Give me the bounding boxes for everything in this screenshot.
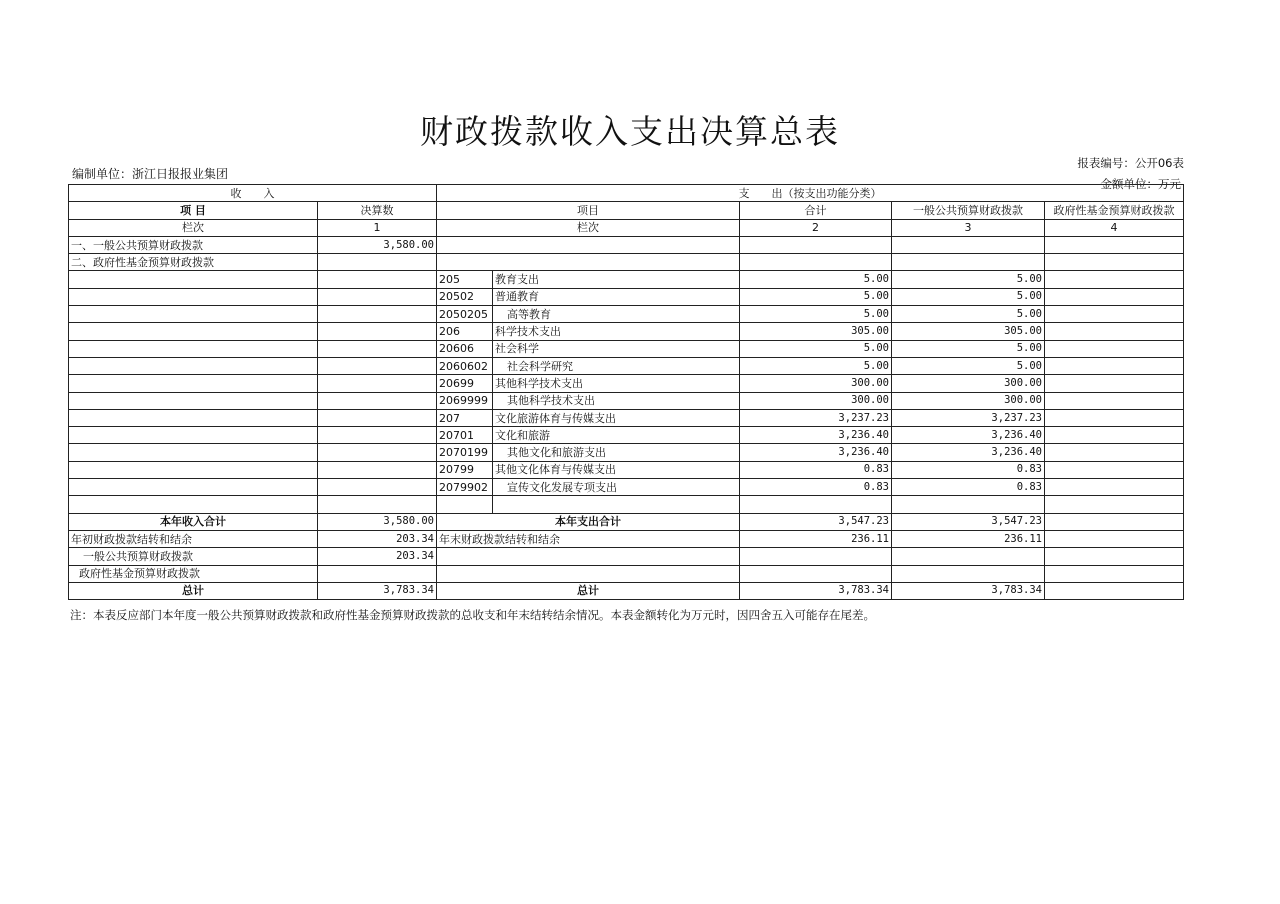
budget-table <box>68 184 1184 600</box>
expense-name: 社会科学研究 <box>493 357 740 374</box>
page-title: 财政拨款收入支出决算总表 <box>420 112 840 151</box>
table-row <box>69 323 1184 340</box>
income-header: 收 入 <box>69 185 437 202</box>
reporting-unit: 编制单位：浙江日报报业集团 <box>72 167 229 181</box>
expense-name: 高等教育 <box>493 306 740 323</box>
expense-name: 社会科学 <box>493 340 740 357</box>
grand-total-row <box>69 582 1184 599</box>
table-row <box>69 306 1184 323</box>
table-row <box>69 461 1184 478</box>
expense-general: 305.00 <box>892 323 1045 340</box>
col-1: 1 <box>318 219 437 236</box>
grand-expense-label: 总计 <box>437 582 740 599</box>
expense-code: 2060602 <box>437 357 493 374</box>
expense-total: 0.83 <box>740 461 892 478</box>
row-label: 栏次 <box>69 219 318 236</box>
expense-code: 2069999 <box>437 392 493 409</box>
total-header: 合计 <box>740 202 892 219</box>
footnote: 注：本表反应部门本年度一般公共预算财政拨款和政府性基金预算财政拨款的总收支和年末结转结余情况。本表金额转化为万元时，因四舍五入可能存在尾差。 <box>70 608 875 622</box>
expense-code: 20699 <box>437 375 493 392</box>
expense-code: 2070199 <box>437 444 493 461</box>
col-3: 3 <box>892 219 1045 236</box>
expense-name: 普通教育 <box>493 288 740 305</box>
expense-code: 20502 <box>437 288 493 305</box>
table-header-row <box>69 185 1184 202</box>
expense-general: 5.00 <box>892 271 1045 288</box>
expense-name: 其他科学技术支出 <box>493 375 740 392</box>
expense-name: 文化旅游体育与传媒支出 <box>493 409 740 426</box>
table-column-header-row <box>69 202 1184 219</box>
expense-general: 300.00 <box>892 392 1045 409</box>
project-header: 项目 <box>437 202 740 219</box>
expense-code: 2050205 <box>437 306 493 323</box>
table-row <box>69 444 1184 461</box>
income-fund-row <box>69 254 1184 271</box>
expense-code: 2079902 <box>437 479 493 496</box>
table-row <box>69 427 1184 444</box>
grand-income-label: 总计 <box>69 582 318 599</box>
expense-general: 5.00 <box>892 357 1045 374</box>
expense-general: 5.00 <box>892 306 1045 323</box>
expense-general: 3,236.40 <box>892 444 1045 461</box>
expense-total: 300.00 <box>740 392 892 409</box>
begin-general-value: 203.34 <box>318 548 437 565</box>
grand-total-value: 3,783.34 <box>740 582 892 599</box>
income-general-label: 一、一般公共预算财政拨款 <box>69 236 318 253</box>
expense-total: 5.00 <box>740 357 892 374</box>
begin-general-label: 一般公共预算财政拨款 <box>69 548 318 565</box>
table-row <box>69 288 1184 305</box>
expense-name: 其他文化体育与传媒支出 <box>493 461 740 478</box>
year-total-row <box>69 513 1184 530</box>
expense-general: 0.83 <box>892 479 1045 496</box>
income-general-row <box>69 236 1184 253</box>
expense-total-value: 3,547.23 <box>740 513 892 530</box>
expense-code: 207 <box>437 409 493 426</box>
expense-name: 其他文化和旅游支出 <box>493 444 740 461</box>
expense-general: 3,236.40 <box>892 427 1045 444</box>
amount-unit: 金额单位：万元 <box>1100 177 1181 191</box>
expense-general: 3,237.23 <box>892 409 1045 426</box>
expense-total: 5.00 <box>740 340 892 357</box>
expense-total: 305.00 <box>740 323 892 340</box>
table-row <box>69 392 1184 409</box>
expense-general: 5.00 <box>892 340 1045 357</box>
row-number-row <box>69 219 1184 236</box>
grand-general-value: 3,783.34 <box>892 582 1045 599</box>
expense-general: 300.00 <box>892 375 1045 392</box>
gov-fund-header: 政府性基金预算财政拨款 <box>1045 202 1184 219</box>
table-row <box>69 409 1184 426</box>
expense-code: 206 <box>437 323 493 340</box>
form-code: 报表编号：公开06表 <box>1077 156 1184 170</box>
item-header: 项 目 <box>69 202 318 219</box>
expense-name: 文化和旅游 <box>493 427 740 444</box>
end-carryover-total: 236.11 <box>740 530 892 547</box>
final-amount-header: 决算数 <box>318 202 437 219</box>
expense-total: 0.83 <box>740 479 892 496</box>
expense-total: 5.00 <box>740 306 892 323</box>
expense-code: 20799 <box>437 461 493 478</box>
end-carryover-general: 236.11 <box>892 530 1045 547</box>
expense-total-general: 3,547.23 <box>892 513 1045 530</box>
expense-name: 教育支出 <box>493 271 740 288</box>
expense-name: 科学技术支出 <box>493 323 740 340</box>
expense-header: 支 出（按支出功能分类） <box>437 185 1184 202</box>
expense-total: 300.00 <box>740 375 892 392</box>
begin-fund-label: 政府性基金预算财政拨款 <box>69 565 318 582</box>
end-carryover-label: 年末财政拨款结转和结余 <box>437 530 740 547</box>
expense-general: 0.83 <box>892 461 1045 478</box>
blank-row <box>69 496 1184 513</box>
table-row <box>69 340 1184 357</box>
table-row <box>69 357 1184 374</box>
row-label-expense: 栏次 <box>437 219 740 236</box>
expense-general: 5.00 <box>892 288 1045 305</box>
income-general-value: 3,580.00 <box>318 236 437 253</box>
expense-code: 20701 <box>437 427 493 444</box>
income-fund-label: 二、政府性基金预算财政拨款 <box>69 254 318 271</box>
col-4: 4 <box>1045 219 1184 236</box>
expense-code: 205 <box>437 271 493 288</box>
income-total-value: 3,580.00 <box>318 513 437 530</box>
expense-total-label: 本年支出合计 <box>437 513 740 530</box>
expense-total: 5.00 <box>740 288 892 305</box>
begin-general-row <box>69 548 1184 565</box>
expense-total: 3,236.40 <box>740 427 892 444</box>
general-budget-header: 一般公共预算财政拨款 <box>892 202 1045 219</box>
begin-carryover-label: 年初财政拨款结转和结余 <box>69 530 318 547</box>
table-row <box>69 375 1184 392</box>
table-row <box>69 271 1184 288</box>
table-row <box>69 479 1184 496</box>
expense-total: 5.00 <box>740 271 892 288</box>
expense-name: 宣传文化发展专项支出 <box>493 479 740 496</box>
expense-total: 3,237.23 <box>740 409 892 426</box>
carryover-row <box>69 530 1184 547</box>
col-2: 2 <box>740 219 892 236</box>
income-total-label: 本年收入合计 <box>69 513 318 530</box>
expense-total: 3,236.40 <box>740 444 892 461</box>
grand-income-value: 3,783.34 <box>318 582 437 599</box>
begin-fund-row <box>69 565 1184 582</box>
expense-code: 20606 <box>437 340 493 357</box>
expense-name: 其他科学技术支出 <box>493 392 740 409</box>
begin-carryover-value: 203.34 <box>318 530 437 547</box>
